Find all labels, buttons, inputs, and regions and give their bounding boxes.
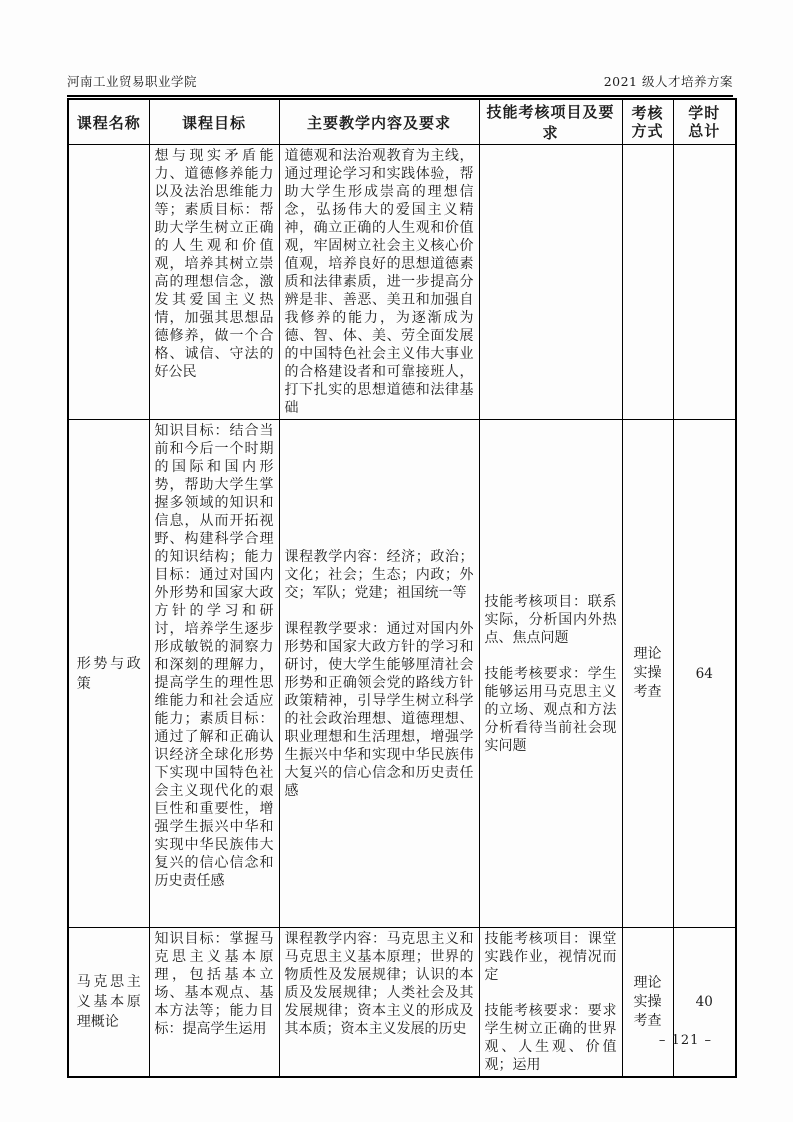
cell-content [279,928,479,1078]
course-name-text: 形势与政策 [76,655,141,692]
cell-content [279,145,479,420]
col-header-method: 考核方式 [622,99,673,145]
assessment-paragraph: 技能考核项目：联系实际，分析国内外热点、焦点问题 [484,593,617,646]
cell-objectives [149,928,279,1078]
col-header-hours: 学时总计 [673,99,736,145]
table-row-situation-policy [68,420,736,928]
cell-method [622,420,673,928]
page-number: – 121 – [658,1033,712,1048]
cell-hours [673,145,736,420]
col-header-objectives: 课程目标 [149,99,279,145]
cell-assessment [479,145,622,420]
cell-objectives [149,420,279,928]
content-paragraph: 课程教学内容：经济；政治；文化；社会；生态；内政；外交；军队；党建；祖国统一等 [284,548,474,601]
assessment-paragraph: 技能考核项目：课堂实践作业，视情况而定 [484,931,617,983]
cell-content [279,420,479,928]
table-row-marxism-principles [68,928,736,1078]
objectives-text: 想与现实矛盾能力、道德修养能力以及法治思维能力等；素质目标：帮助大学生树立正确的人生观和价值观，培养其树立崇高的理想信念，激发其爱国主义热情，加强其思想品德修养，做一个合格、诚信、守法的好公民 [154,148,274,380]
header-school-name: 河南工业贸易职业学院 [67,74,198,89]
method-text: 理论实操考查 [633,974,662,1029]
col-header-content: 主要教学内容及要求 [279,99,479,145]
course-name-text: 马克思主义基本原理概论 [76,974,141,1030]
col-header-assessment: 技能考核项目及要求 [479,99,622,145]
cell-method [622,145,673,420]
cell-course-name [68,420,149,928]
assessment-paragraph: 技能考核要求：学生能够运用马克思主义的立场、观点和方法分析看待当前社会现实问题 [484,665,617,754]
cell-hours: 64 [673,420,736,928]
page-header [67,72,733,97]
table-row-continued [68,145,736,420]
content-text: 道德观和法治观教育为主线，通过理论学习和实践体验，帮助大学生形成崇高的理想信念，弘扬伟大的爱国主义精神，确立正确的人生观和价值观，牢固树立社会主义核心价值观，培养良好的思想道德素质和法律素质，进一步提高分辨是非、善恶、美丑和加强自我修养的能力，为逐渐成为德、智、体、美、劳全面发展的中国特色社会主义伟大事业的合格建设者和可靠接班人，打下扎实的思想道德和法律基础 [284,148,474,416]
header-plan-title: 2021 级人才培养方案 [603,74,733,89]
col-header-course-name: 课程名称 [68,99,149,145]
content-paragraph: 课程教学要求：通过对国内外形势和国家大政方针的学习和研讨，使大学生能够厘清社会形势和正确领会党的路线方针政策精神，引导学生树立科学的社会政治理想、道德理想、职业理想和生活理想，增强学生振兴中华和实现中华民族伟大复兴的信心信念和历史责任感 [284,620,474,799]
table-header-row [68,99,736,145]
cell-method [622,928,673,1078]
objectives-text: 知识目标：掌握马克思主义基本原理，包括基本立场、基本观点、基本方法等；能力目标：提高学生运用 [154,931,274,1037]
cell-course-name [68,928,149,1078]
method-text: 理论实操考查 [633,646,662,700]
cell-objectives [149,145,279,420]
cell-assessment [479,928,622,1078]
cell-hours: 40 [673,928,736,1078]
cell-course-name [68,145,149,420]
content-text: 课程教学内容：马克思主义和马克思主义基本原理；世界的物质性及发展规律；认识的本质及发展规律；人类社会及其发展规律；资本主义的形成及其本质；资本主义发展的历史 [284,931,474,1037]
course-table [67,98,737,1078]
cell-assessment [479,420,622,928]
assessment-paragraph: 技能考核要求：要求学生树立正确的世界观、人生观、价值观；运用 [484,1003,617,1073]
objectives-text: 知识目标：结合当前和今后一个时期的国际和国内形势，帮助大学生掌握多领域的知识和信息，从而开拓视野、构建科学合理的知识结构；能力目标：通过对国内外形势和国家大政方针的学习和研讨，培养学生逐步形成敏锐的洞察力和深刻的理解力，提高学生的理性思维能力和社会适应能力；素质目标：通过了解和正确认识经济全球化形势下实现中国特色社会主义现代化的艰巨性和重要性，增强学生振兴中华和实现中华民族伟大复兴的信心信念和历史责任感 [154,423,274,889]
